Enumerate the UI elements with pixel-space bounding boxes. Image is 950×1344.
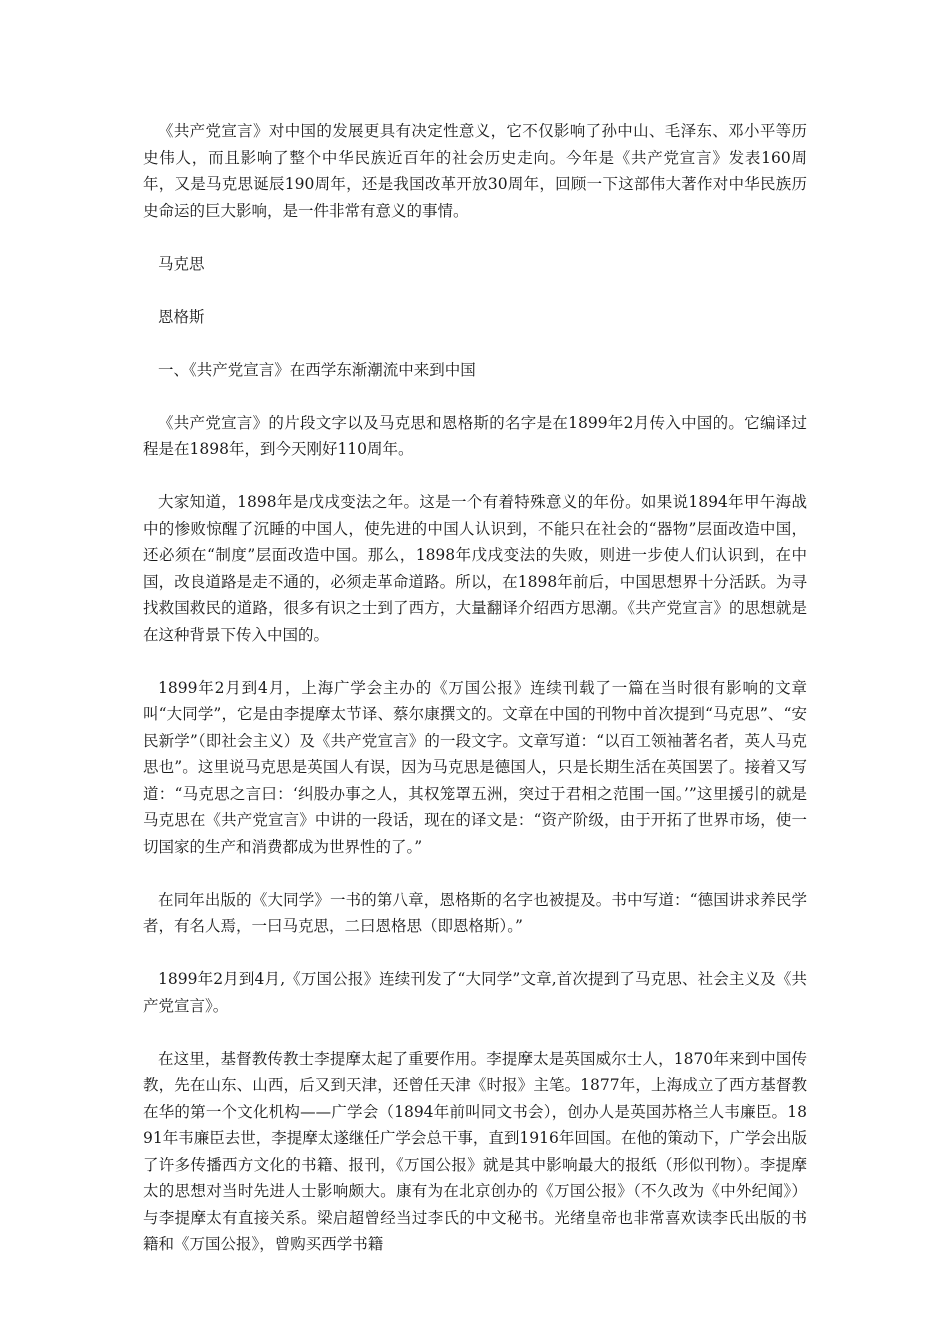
heading-engels: 恩格斯 [158,307,205,326]
document-body [143,118,807,1284]
paragraph-1898: 大家知道，1898年是戊戌变法之年。这是一个有着特殊意义的年份。如果说1894年甲午海战中的惨败惊醒了沉睡的中国人，使先进的中国人认识到，不能只在社会的“器物”层面改造中国，还必须在“制度”层面改造中国。那么，1898年戊戌变法的失败，则进一步使人们认识到，在中国，改良道路是走不通的，必须走革命道路。所以，在1898年前后，中国思想界十分活跃。为寻找救国救民的道路，很多有识之士到了西方，大量翻译介绍西方思潮。《共产党宣言》的思想就是在这种背景下传入中国的。 [143,493,807,644]
section-heading-1: 一、《共产党宣言》在西学东渐潮流中来到中国 [158,360,476,379]
paragraph-timothy-richard: 在这里，基督教传教士李提摩太起了重要作用。李提摩太是英国威尔士人，1870年来到中国传教，先在山东、山西，后又到天津，还曾任天津《时报》主笔。1877年，上海成立了西方基督教在华的第一个文化机构——广学会（1894年前叫同文书会），创办人是英国苏格兰人韦廉臣。1891年韦廉臣去世，李提摩太遂继任广学会总干事，直到1916年回国。在他的策动下，广学会出版了许多传播西方文化的书籍、报刊，《万国公报》就是其中影响最大的报纸（形似刊物）。李提摩太的思想对当时先进人士影响颇大。康有为在北京创办的《万国公报》（不久改为《中外纪闻》）与李提摩太有直接关系。梁启超曾经当过李氏的中文秘书。光绪皇帝也非常喜欢读李氏出版的书籍和《万国公报》，曾购买西学书籍 [143,1049,807,1253]
paragraph-arrival: 《共产党宣言》的片段文字以及马克思和恩格斯的名字是在1899年2月传入中国的。它编译过程是在1898年，到今天刚好110周年。 [143,413,807,458]
heading-marx: 马克思 [158,254,205,273]
paragraph-datongxue-book: 在同年出版的《大同学》一书的第八章，恩格斯的名字也被提及。书中写道：“德国讲求养民学者，有名人焉，一曰马克思，二曰恩格思（即恩格斯）。” [143,890,807,935]
paragraph-intro: 《共产党宣言》对中国的发展更具有决定性意义，它不仅影响了孙中山、毛泽东、邓小平等历史伟人，而且影响了整个中华民族近百年的社会历史走向。今年是《共产党宣言》发表160周年，又是马克思诞辰190周年，还是我国改革开放30周年，回顾一下这部伟大著作对中华民族历史命运的巨大影响，是一件非常有意义的事情。 [143,122,807,220]
paragraph-summary: 1899年2月到4月,《万国公报》连续刊发了“大同学”文章,首次提到了马克思、社会主义及《共产党宣言》。 [143,970,807,1015]
paragraph-wanguo-gongbao: 1899年2月到4月，上海广学会主办的《万国公报》连续刊载了一篇在当时很有影响的文章叫“大同学”，它是由李提摩太节译、蔡尔康撰文的。文章在中国的刊物中首次提到“马克思”、“安民新学”（即社会主义）及《共产党宣言》的一段文字。文章写道：“以百工领袖著名者，英人马克思也”。这里说马克思是英国人有误，因为马克思是德国人，只是长期生活在英国罢了。接着又写道：“马克思之言曰：‘纠股办事之人，其权笼罩五洲，突过于君相之范围一国。’”这里援引的就是马克思在《共产党宣言》中讲的一段话，现在的译文是：“资产阶级，由于开拓了世界市场，使一切国家的生产和消费都成为世界性的了。” [143,678,807,856]
